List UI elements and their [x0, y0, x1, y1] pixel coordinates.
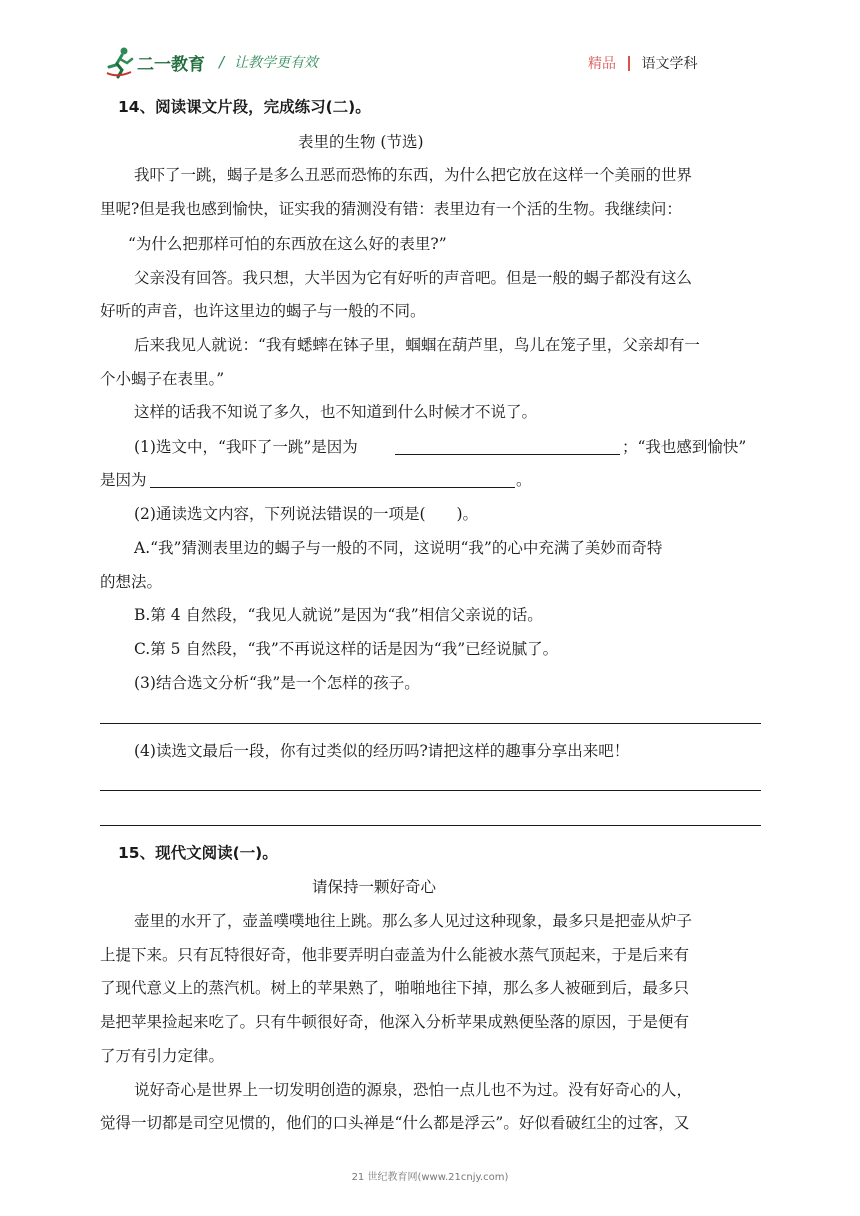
passage-title: 表里的生物 (节选): [298, 133, 424, 151]
question-1-text: (1)选文中，“我吓了一跳”是因为: [134, 438, 358, 456]
passage-line: 父亲没有回答。我只想，大半因为它有好听的声音吧。但是一般的蝎子都没有这么: [134, 269, 693, 287]
passage-line: 了现代意义上的蒸汽机。树上的苹果熟了，啪啪地往下掉，那么多人被砸到后，最多只: [100, 979, 690, 997]
running-figure-icon: [105, 45, 135, 79]
passage-title: 请保持一颗好奇心: [312, 878, 437, 896]
passage-line: 里呢?但是我也感到愉快，证实我的猜测没有错：表里边有一个活的生物。我继续问：: [100, 200, 682, 218]
passage-line: 壶里的水开了，壶盖噗噗地往上跳。那么多人见过这种现象，最多只是把壶从炉子: [134, 912, 693, 930]
logo-text: 二一教育: [137, 54, 205, 75]
passage-line: 这样的话我不知说了多久，也不知道到什么时候才不说了。: [134, 403, 538, 421]
option-a-cont: 的想法。: [100, 573, 163, 591]
answer-line[interactable]: [100, 825, 761, 826]
slogan: 让教学更有效: [234, 55, 319, 71]
question-1-text: ；“我也感到愉快”: [622, 438, 747, 456]
passage-line: 上提下来。只有瓦特很好奇，他非要弄明白壶盖为什么能被水蒸气顶起来，于是后来有: [100, 946, 690, 964]
question-2-text: (2)通读选文内容，下列说法错误的一项是( )。: [134, 505, 479, 523]
question-1-text: 是因为: [100, 471, 147, 489]
passage-line: 是把苹果捡起来吃了。只有牛顿很好奇，他深入分析苹果成熟便坠落的原因，于是便有: [100, 1013, 690, 1031]
question-15-title: 15、现代文阅读(一)。: [118, 844, 278, 862]
subject-tag: 语文学科: [641, 56, 698, 72]
option-c[interactable]: C.第 5 自然段，“我”不再说这样的话是因为“我”已经说腻了。: [134, 640, 559, 658]
header-tags: [588, 53, 698, 73]
tag-divider: [628, 56, 630, 71]
answer-line[interactable]: [100, 790, 761, 791]
slogan-separator: /: [219, 53, 225, 71]
answer-blank[interactable]: [395, 440, 620, 455]
answer-blank[interactable]: [150, 473, 515, 488]
option-b[interactable]: B.第 4 自然段，“我见人就说”是因为“我”相信父亲说的话。: [134, 606, 543, 624]
passage-line: 好听的声音，也许这里边的蝎子与一般的不同。: [100, 302, 426, 320]
question-3-text: (3)结合选文分析“我”是一个怎样的孩子。: [134, 674, 420, 692]
passage-line: 我吓了一跳，蝎子是多么丑恶而恐怖的东西，为什么把它放在这样一个美丽的世界: [134, 166, 693, 184]
passage-line: 觉得一切都是司空见惯的，他们的口头禅是“什么都是浮云”。好似看破红尘的过客，又: [100, 1114, 690, 1132]
passage-line: “为什么把那样可怕的东西放在这么好的表里?”: [128, 235, 447, 253]
passage-line: 后来我见人就说：“我有蟋蟀在钵子里，蝈蝈在葫芦里，鸟儿在笼子里，父亲却有一: [134, 336, 700, 354]
quality-tag: 精品: [588, 56, 616, 72]
option-a[interactable]: A.“我”猜测表里边的蝎子与一般的不同，这说明“我”的心中充满了美妙而奇特: [134, 539, 663, 557]
answer-line[interactable]: [100, 723, 761, 724]
passage-line: 个小蝎子在表里。”: [100, 370, 225, 388]
passage-line: 了万有引力定律。: [100, 1047, 225, 1065]
question-14-title: 14、阅读课文片段，完成练习(二)。: [118, 98, 371, 116]
question-1-end: 。: [516, 471, 532, 489]
question-4-text: (4)读选文最后一段，你有过类似的经历吗?请把这样的趣事分享出来吧！: [134, 742, 630, 760]
brand-logo: [105, 44, 318, 80]
page-footer: 21 世纪教育网(www.21cnjy.com): [351, 1172, 509, 1183]
passage-line: 说好奇心是世界上一切发明创造的源泉，恐怕一点儿也不为过。没有好奇心的人，: [134, 1081, 693, 1099]
